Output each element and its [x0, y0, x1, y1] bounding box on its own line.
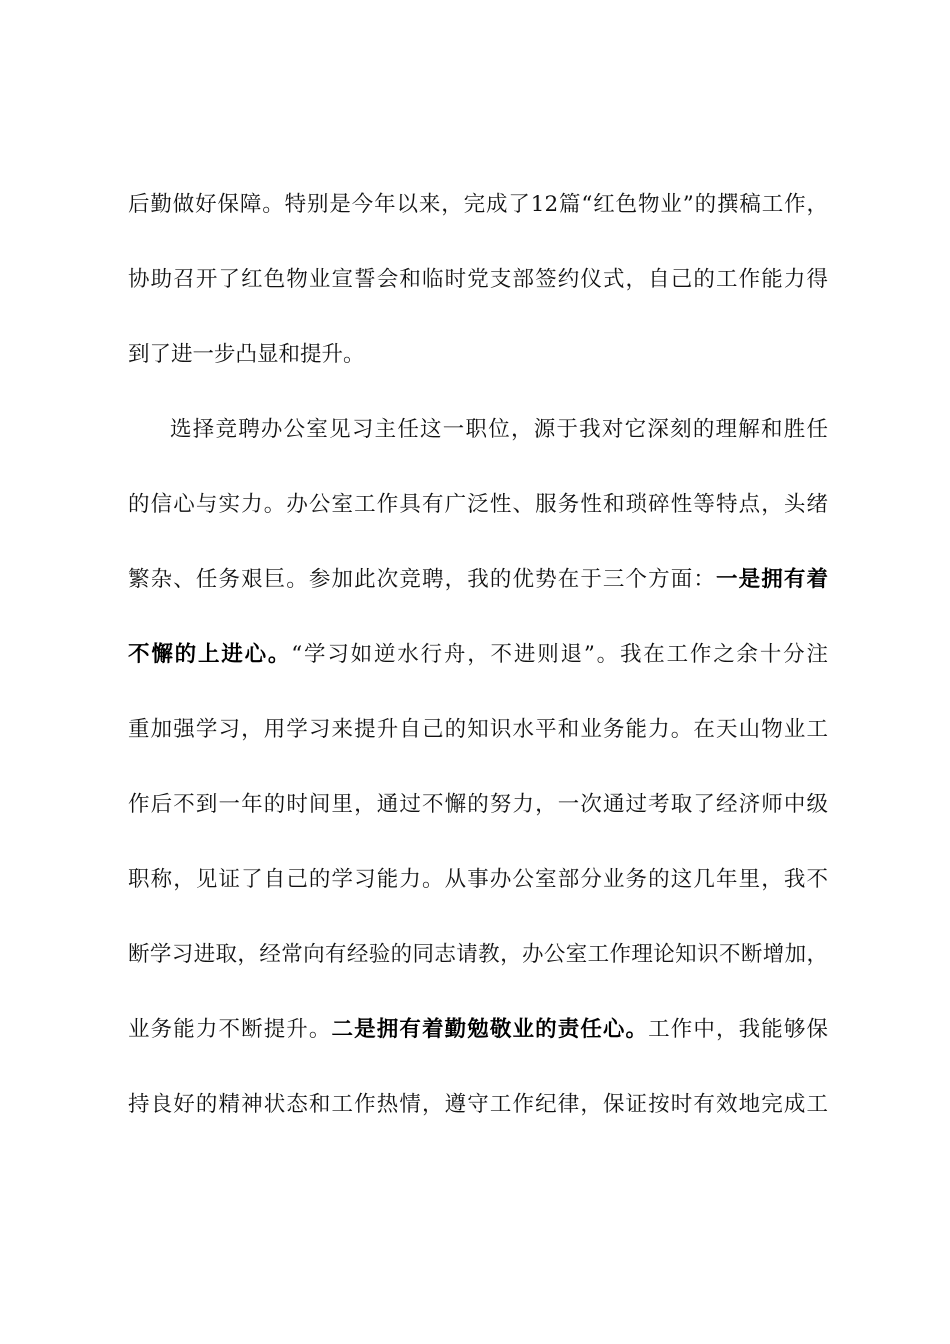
text-line: 的信心与实力。办公室工作具有广泛性、服务性和琐碎性等特点，头绪 — [128, 492, 828, 517]
text-line — [128, 1013, 828, 1047]
text-line: 职称，见证了自己的学习能力。从事办公室部分业务的这几年里，我不 — [128, 867, 828, 892]
text-line: 重加强学习，用学习来提升自己的知识水平和业务能力。在天山物业工 — [128, 717, 828, 742]
text-span: 工作中，我能够保 — [648, 1017, 828, 1042]
text-line — [128, 563, 828, 597]
bold-text-span: 二是拥有着勤勉敬业的责任心。 — [331, 1017, 649, 1042]
text-line: 作后不到一年的时间里，通过不懈的努力，一次通过考取了经济师中级 — [128, 792, 828, 817]
text-line: 断学习进取，经常向有经验的同志请教，办公室工作理论知识不断增加， — [128, 942, 828, 967]
text-span: 繁杂、任务艰巨。参加此次竞聘，我的优势在于三个方面： — [128, 567, 717, 592]
text-line: 到了进一步凸显和提升。 — [128, 342, 365, 367]
text-line: 后勤做好保障。特别是今年以来，完成了12篇“红色物业”的撰稿工作， — [128, 192, 828, 217]
text-line — [128, 638, 828, 672]
text-span: “学习如逆水行舟，不进则退”。我在工作之余十分注 — [291, 642, 828, 667]
bold-text-span: 不懈的上进心。 — [128, 642, 292, 667]
bold-text-span: 一是拥有着 — [716, 567, 828, 592]
text-span: 业务能力不断提升。 — [128, 1017, 332, 1042]
text-line: 选择竞聘办公室见习主任这一职位，源于我对它深刻的理解和胜任 — [170, 417, 828, 442]
text-line: 协助召开了红色物业宣誓会和临时党支部签约仪式，自己的工作能力得 — [128, 267, 828, 292]
text-line: 持良好的精神状态和工作热情，遵守工作纪律，保证按时有效地完成工 — [128, 1092, 828, 1117]
